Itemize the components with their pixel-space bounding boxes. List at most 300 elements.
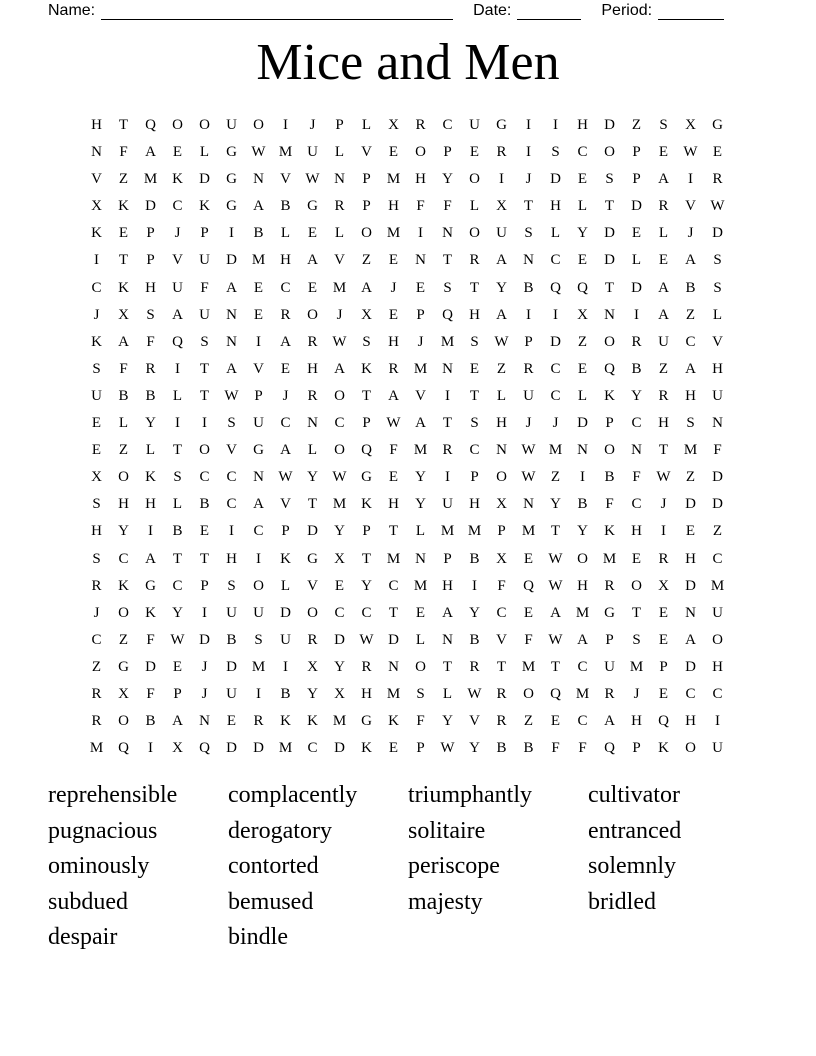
grid-letter[interactable]: T bbox=[199, 360, 210, 377]
grid-letter[interactable]: L bbox=[172, 387, 183, 404]
grid-letter[interactable]: D bbox=[712, 469, 723, 486]
grid-letter[interactable]: F bbox=[632, 469, 641, 486]
grid-letter[interactable]: I bbox=[553, 306, 558, 323]
grid-letter[interactable]: U bbox=[496, 225, 507, 242]
grid-letter[interactable]: D bbox=[604, 117, 615, 133]
grid-letter[interactable]: Q bbox=[361, 442, 372, 459]
grid-letter[interactable]: H bbox=[307, 360, 318, 377]
grid-letter[interactable]: R bbox=[658, 387, 669, 404]
grid-letter[interactable]: P bbox=[632, 171, 641, 188]
grid-letter[interactable]: C bbox=[280, 415, 291, 432]
grid-letter[interactable]: L bbox=[172, 496, 183, 513]
grid-letter[interactable]: R bbox=[523, 360, 534, 377]
grid-letter[interactable]: B bbox=[226, 631, 237, 648]
grid-letter[interactable]: K bbox=[91, 225, 102, 242]
grid-letter[interactable]: R bbox=[145, 360, 156, 377]
grid-letter[interactable]: A bbox=[496, 252, 507, 269]
grid-letter[interactable]: D bbox=[712, 225, 723, 242]
grid-letter[interactable]: E bbox=[253, 306, 264, 323]
grid-letter[interactable]: U bbox=[658, 333, 669, 350]
grid-letter[interactable]: S bbox=[605, 171, 614, 188]
grid-letter[interactable]: D bbox=[145, 658, 156, 675]
grid-letter[interactable]: I bbox=[580, 469, 585, 486]
grid-letter[interactable]: Y bbox=[172, 604, 183, 621]
grid-letter[interactable]: O bbox=[415, 144, 426, 161]
grid-letter[interactable]: O bbox=[685, 740, 696, 757]
grid-letter[interactable]: N bbox=[226, 333, 237, 350]
grid-letter[interactable]: L bbox=[307, 442, 318, 459]
grid-letter[interactable]: L bbox=[145, 442, 156, 459]
grid-letter[interactable]: I bbox=[94, 252, 99, 269]
grid-letter[interactable]: D bbox=[307, 523, 318, 540]
grid-letter[interactable]: W bbox=[521, 469, 536, 486]
grid-letter[interactable]: C bbox=[388, 577, 399, 594]
grid-letter[interactable]: Q bbox=[604, 740, 615, 757]
grid-letter[interactable]: A bbox=[226, 279, 237, 296]
grid-letter[interactable]: Q bbox=[523, 577, 534, 594]
grid-letter[interactable]: V bbox=[280, 171, 291, 188]
grid-letter[interactable]: W bbox=[494, 333, 509, 350]
grid-letter[interactable]: D bbox=[280, 604, 291, 621]
grid-letter[interactable]: Z bbox=[91, 658, 102, 675]
grid-letter[interactable]: E bbox=[388, 469, 399, 486]
grid-letter[interactable]: L bbox=[280, 577, 291, 594]
grid-letter[interactable]: F bbox=[416, 198, 425, 215]
grid-letter[interactable]: S bbox=[254, 631, 263, 648]
grid-letter[interactable]: E bbox=[658, 685, 669, 702]
grid-letter[interactable]: L bbox=[496, 387, 507, 404]
grid-letter[interactable]: P bbox=[335, 117, 344, 133]
grid-letter[interactable]: O bbox=[496, 469, 507, 486]
grid-letter[interactable]: M bbox=[251, 252, 266, 269]
grid-letter[interactable]: W bbox=[656, 469, 671, 486]
grid-letter[interactable]: E bbox=[685, 523, 696, 540]
grid-letter[interactable]: B bbox=[199, 496, 210, 513]
grid-letter[interactable]: Q bbox=[172, 333, 183, 350]
grid-letter[interactable]: J bbox=[93, 604, 100, 621]
grid-letter[interactable]: R bbox=[307, 387, 318, 404]
date-field[interactable] bbox=[517, 3, 581, 20]
grid-letter[interactable]: C bbox=[577, 658, 588, 675]
grid-letter[interactable]: U bbox=[226, 685, 237, 702]
grid-letter[interactable]: O bbox=[118, 713, 129, 730]
grid-letter[interactable]: L bbox=[334, 225, 345, 242]
grid-letter[interactable]: E bbox=[388, 740, 399, 757]
grid-letter[interactable]: C bbox=[469, 442, 480, 459]
grid-letter[interactable]: G bbox=[496, 117, 507, 133]
grid-letter[interactable]: E bbox=[550, 713, 561, 730]
grid-letter[interactable]: M bbox=[575, 604, 590, 621]
grid-letter[interactable]: M bbox=[332, 713, 347, 730]
grid-letter[interactable]: E bbox=[118, 225, 129, 242]
grid-letter[interactable]: F bbox=[119, 360, 128, 377]
grid-letter[interactable]: D bbox=[226, 252, 237, 269]
grid-letter[interactable]: N bbox=[604, 306, 615, 323]
grid-letter[interactable]: N bbox=[307, 415, 318, 432]
grid-letter[interactable]: I bbox=[148, 523, 153, 540]
grid-letter[interactable]: A bbox=[496, 306, 507, 323]
grid-letter[interactable]: O bbox=[118, 604, 129, 621]
grid-letter[interactable]: N bbox=[388, 658, 399, 675]
grid-letter[interactable]: X bbox=[496, 198, 507, 215]
grid-letter[interactable]: Q bbox=[442, 306, 453, 323]
grid-letter[interactable]: S bbox=[551, 144, 560, 161]
grid-letter[interactable]: B bbox=[253, 225, 264, 242]
grid-letter[interactable]: V bbox=[307, 577, 318, 594]
grid-letter[interactable]: C bbox=[253, 523, 264, 540]
grid-letter[interactable]: C bbox=[361, 604, 372, 621]
grid-letter[interactable]: E bbox=[280, 360, 291, 377]
grid-letter[interactable]: H bbox=[145, 496, 156, 513]
grid-letter[interactable]: D bbox=[631, 279, 642, 296]
grid-letter[interactable]: H bbox=[577, 577, 588, 594]
grid-letter[interactable]: Y bbox=[442, 171, 453, 188]
grid-letter[interactable]: C bbox=[550, 360, 561, 377]
grid-letter[interactable]: A bbox=[307, 252, 318, 269]
grid-letter[interactable]: W bbox=[548, 550, 563, 567]
grid-letter[interactable]: G bbox=[361, 713, 372, 730]
grid-letter[interactable]: N bbox=[91, 144, 102, 161]
grid-letter[interactable]: Y bbox=[307, 685, 318, 702]
grid-letter[interactable]: F bbox=[551, 740, 560, 757]
grid-letter[interactable]: A bbox=[415, 415, 426, 432]
grid-letter[interactable]: G bbox=[145, 577, 156, 594]
grid-letter[interactable]: M bbox=[548, 442, 563, 459]
grid-letter[interactable]: L bbox=[577, 387, 588, 404]
grid-letter[interactable]: Z bbox=[631, 117, 642, 133]
grid-letter[interactable]: W bbox=[305, 171, 320, 188]
grid-letter[interactable]: O bbox=[577, 550, 588, 567]
grid-letter[interactable]: R bbox=[496, 685, 507, 702]
grid-letter[interactable]: U bbox=[172, 279, 183, 296]
grid-letter[interactable]: T bbox=[307, 496, 318, 513]
grid-letter[interactable]: C bbox=[172, 198, 183, 215]
grid-letter[interactable]: R bbox=[307, 333, 318, 350]
grid-letter[interactable]: L bbox=[577, 198, 588, 215]
grid-letter[interactable]: X bbox=[496, 550, 507, 567]
grid-letter[interactable]: A bbox=[388, 387, 399, 404]
grid-letter[interactable]: K bbox=[658, 740, 669, 757]
grid-letter[interactable]: L bbox=[631, 252, 642, 269]
grid-letter[interactable]: H bbox=[145, 279, 156, 296]
grid-letter[interactable]: C bbox=[712, 550, 723, 567]
grid-letter[interactable]: E bbox=[307, 225, 318, 242]
grid-letter[interactable]: R bbox=[496, 713, 507, 730]
grid-letter[interactable]: Z bbox=[658, 360, 669, 377]
grid-letter[interactable]: D bbox=[388, 631, 399, 648]
grid-letter[interactable]: D bbox=[631, 198, 642, 215]
grid-letter[interactable]: S bbox=[362, 333, 371, 350]
grid-letter[interactable]: U bbox=[91, 387, 102, 404]
grid-letter[interactable]: E bbox=[253, 279, 264, 296]
grid-letter[interactable]: R bbox=[361, 658, 372, 675]
grid-letter[interactable]: E bbox=[577, 252, 588, 269]
grid-letter[interactable]: Z bbox=[118, 171, 129, 188]
grid-letter[interactable]: J bbox=[93, 306, 100, 323]
grid-letter[interactable]: H bbox=[685, 713, 696, 730]
grid-letter[interactable]: G bbox=[226, 144, 237, 161]
grid-letter[interactable]: U bbox=[199, 252, 210, 269]
grid-letter[interactable]: T bbox=[550, 658, 561, 675]
grid-letter[interactable]: Y bbox=[577, 523, 588, 540]
grid-letter[interactable]: K bbox=[361, 496, 372, 513]
grid-letter[interactable]: G bbox=[118, 658, 129, 675]
grid-letter[interactable]: V bbox=[226, 442, 237, 459]
grid-letter[interactable]: P bbox=[497, 523, 506, 540]
grid-letter[interactable]: N bbox=[442, 360, 453, 377]
grid-letter[interactable]: S bbox=[146, 306, 155, 323]
grid-letter[interactable]: A bbox=[226, 360, 237, 377]
grid-letter[interactable]: O bbox=[253, 577, 264, 594]
grid-letter[interactable]: G bbox=[253, 442, 264, 459]
grid-letter[interactable]: A bbox=[280, 442, 291, 459]
grid-letter[interactable]: A bbox=[550, 604, 561, 621]
grid-letter[interactable]: X bbox=[496, 496, 507, 513]
grid-letter[interactable]: P bbox=[659, 658, 668, 675]
grid-letter[interactable]: L bbox=[415, 631, 426, 648]
grid-letter[interactable]: J bbox=[336, 306, 343, 323]
grid-letter[interactable]: T bbox=[496, 658, 507, 675]
grid-letter[interactable]: I bbox=[526, 144, 531, 161]
grid-letter[interactable]: Y bbox=[577, 225, 588, 242]
grid-letter[interactable]: M bbox=[278, 740, 293, 757]
grid-letter[interactable]: F bbox=[389, 442, 398, 459]
grid-letter[interactable]: Y bbox=[361, 577, 372, 594]
grid-letter[interactable]: I bbox=[283, 117, 288, 133]
grid-letter[interactable]: Y bbox=[415, 469, 426, 486]
grid-letter[interactable]: M bbox=[629, 658, 644, 675]
grid-letter[interactable]: R bbox=[388, 360, 399, 377]
grid-letter[interactable]: N bbox=[577, 442, 588, 459]
grid-letter[interactable]: F bbox=[605, 496, 614, 513]
grid-letter[interactable]: U bbox=[712, 604, 723, 621]
grid-letter[interactable]: A bbox=[685, 631, 696, 648]
grid-letter[interactable]: X bbox=[307, 658, 318, 675]
grid-letter[interactable]: N bbox=[496, 442, 507, 459]
grid-letter[interactable]: S bbox=[92, 360, 101, 377]
grid-letter[interactable]: Z bbox=[550, 469, 561, 486]
grid-letter[interactable]: L bbox=[442, 685, 453, 702]
grid-letter[interactable]: J bbox=[174, 225, 181, 242]
grid-letter[interactable]: Q bbox=[550, 279, 561, 296]
grid-letter[interactable]: Y bbox=[469, 604, 480, 621]
grid-letter[interactable]: F bbox=[443, 198, 452, 215]
grid-letter[interactable]: P bbox=[173, 685, 182, 702]
grid-letter[interactable]: L bbox=[280, 225, 291, 242]
grid-letter[interactable]: X bbox=[334, 685, 345, 702]
grid-letter[interactable]: R bbox=[604, 685, 615, 702]
grid-letter[interactable]: V bbox=[172, 252, 183, 269]
grid-letter[interactable]: C bbox=[685, 333, 696, 350]
grid-letter[interactable]: T bbox=[604, 279, 615, 296]
grid-letter[interactable]: C bbox=[280, 279, 291, 296]
grid-letter[interactable]: H bbox=[415, 171, 426, 188]
grid-letter[interactable]: E bbox=[415, 604, 426, 621]
grid-letter[interactable]: P bbox=[632, 740, 641, 757]
grid-letter[interactable]: W bbox=[359, 631, 374, 648]
grid-letter[interactable]: T bbox=[388, 523, 399, 540]
grid-letter[interactable]: S bbox=[470, 415, 479, 432]
grid-letter[interactable]: T bbox=[172, 442, 183, 459]
grid-letter[interactable]: C bbox=[442, 117, 453, 133]
grid-letter[interactable]: Z bbox=[685, 469, 696, 486]
grid-letter[interactable]: F bbox=[200, 279, 209, 296]
grid-letter[interactable]: O bbox=[523, 685, 534, 702]
grid-letter[interactable]: O bbox=[415, 658, 426, 675]
grid-letter[interactable]: T bbox=[199, 387, 210, 404]
grid-letter[interactable]: K bbox=[361, 740, 372, 757]
grid-letter[interactable]: H bbox=[361, 685, 372, 702]
grid-letter[interactable]: C bbox=[226, 469, 237, 486]
grid-letter[interactable]: E bbox=[91, 415, 102, 432]
grid-letter[interactable]: R bbox=[442, 442, 453, 459]
grid-letter[interactable]: F bbox=[524, 631, 533, 648]
grid-letter[interactable]: I bbox=[283, 658, 288, 675]
grid-letter[interactable]: P bbox=[200, 225, 209, 242]
grid-letter[interactable]: U bbox=[442, 496, 453, 513]
grid-letter[interactable]: E bbox=[172, 144, 183, 161]
grid-letter[interactable]: P bbox=[362, 198, 371, 215]
grid-letter[interactable]: M bbox=[332, 279, 347, 296]
grid-letter[interactable]: O bbox=[604, 144, 615, 161]
grid-letter[interactable]: X bbox=[91, 198, 102, 215]
grid-letter[interactable]: R bbox=[712, 171, 723, 188]
grid-letter[interactable]: I bbox=[175, 415, 180, 432]
grid-letter[interactable]: Q bbox=[145, 117, 156, 133]
grid-letter[interactable]: A bbox=[172, 306, 183, 323]
grid-letter[interactable]: N bbox=[712, 415, 723, 432]
grid-letter[interactable]: O bbox=[631, 577, 642, 594]
grid-letter[interactable]: X bbox=[685, 117, 696, 133]
grid-letter[interactable]: O bbox=[199, 442, 210, 459]
grid-letter[interactable]: R bbox=[415, 117, 426, 133]
grid-letter[interactable]: H bbox=[469, 306, 480, 323]
grid-letter[interactable]: D bbox=[577, 415, 588, 432]
grid-letter[interactable]: S bbox=[200, 333, 209, 350]
grid-letter[interactable]: T bbox=[118, 117, 129, 133]
grid-letter[interactable]: P bbox=[362, 523, 371, 540]
grid-letter[interactable]: R bbox=[658, 198, 669, 215]
grid-letter[interactable]: K bbox=[199, 198, 210, 215]
grid-letter[interactable]: T bbox=[361, 387, 372, 404]
grid-letter[interactable]: M bbox=[386, 550, 401, 567]
grid-letter[interactable]: B bbox=[172, 523, 183, 540]
grid-letter[interactable]: G bbox=[307, 198, 318, 215]
grid-letter[interactable]: N bbox=[415, 252, 426, 269]
grid-letter[interactable]: B bbox=[604, 469, 615, 486]
grid-letter[interactable]: A bbox=[685, 252, 696, 269]
grid-letter[interactable]: H bbox=[712, 360, 723, 377]
grid-letter[interactable]: C bbox=[334, 604, 345, 621]
grid-letter[interactable]: Y bbox=[550, 496, 561, 513]
grid-letter[interactable]: R bbox=[280, 306, 291, 323]
grid-letter[interactable]: E bbox=[388, 144, 399, 161]
grid-letter[interactable]: A bbox=[145, 144, 156, 161]
grid-letter[interactable]: V bbox=[469, 713, 480, 730]
grid-letter[interactable]: E bbox=[91, 442, 102, 459]
grid-letter[interactable]: S bbox=[416, 685, 425, 702]
grid-letter[interactable]: L bbox=[712, 306, 723, 323]
grid-letter[interactable]: J bbox=[525, 171, 532, 188]
grid-letter[interactable]: G bbox=[361, 469, 372, 486]
grid-letter[interactable]: N bbox=[442, 631, 453, 648]
grid-letter[interactable]: E bbox=[523, 604, 534, 621]
grid-letter[interactable]: A bbox=[604, 713, 615, 730]
grid-letter[interactable]: D bbox=[685, 577, 696, 594]
grid-letter[interactable]: E bbox=[334, 577, 345, 594]
grid-letter[interactable]: T bbox=[442, 658, 453, 675]
grid-letter[interactable]: O bbox=[307, 604, 318, 621]
grid-letter[interactable]: E bbox=[172, 658, 183, 675]
grid-letter[interactable]: S bbox=[524, 225, 533, 242]
grid-letter[interactable]: H bbox=[91, 117, 102, 133]
grid-letter[interactable]: H bbox=[685, 550, 696, 567]
grid-letter[interactable]: J bbox=[552, 415, 559, 432]
grid-letter[interactable]: B bbox=[523, 740, 534, 757]
grid-letter[interactable]: E bbox=[631, 550, 642, 567]
grid-letter[interactable]: N bbox=[334, 171, 345, 188]
grid-letter[interactable]: H bbox=[388, 198, 399, 215]
grid-letter[interactable]: Y bbox=[496, 279, 507, 296]
grid-letter[interactable]: V bbox=[496, 631, 507, 648]
grid-letter[interactable]: C bbox=[712, 685, 723, 702]
grid-letter[interactable]: M bbox=[251, 658, 266, 675]
grid-letter[interactable]: E bbox=[577, 171, 588, 188]
grid-letter[interactable]: W bbox=[170, 631, 185, 648]
grid-letter[interactable]: M bbox=[278, 144, 293, 161]
grid-letter[interactable]: W bbox=[332, 469, 347, 486]
grid-letter[interactable]: V bbox=[415, 387, 426, 404]
grid-letter[interactable]: S bbox=[173, 469, 182, 486]
name-field[interactable] bbox=[101, 3, 453, 20]
grid-letter[interactable]: O bbox=[712, 631, 723, 648]
grid-letter[interactable]: X bbox=[577, 306, 588, 323]
grid-letter[interactable]: C bbox=[577, 713, 588, 730]
grid-letter[interactable]: A bbox=[253, 198, 264, 215]
grid-letter[interactable]: T bbox=[469, 387, 480, 404]
grid-letter[interactable]: J bbox=[201, 658, 208, 675]
grid-letter[interactable]: U bbox=[226, 604, 237, 621]
grid-letter[interactable]: R bbox=[658, 550, 669, 567]
grid-letter[interactable]: D bbox=[685, 496, 696, 513]
grid-letter[interactable]: O bbox=[253, 117, 264, 133]
grid-letter[interactable]: M bbox=[413, 577, 428, 594]
grid-letter[interactable]: M bbox=[440, 333, 455, 350]
grid-letter[interactable]: C bbox=[685, 685, 696, 702]
grid-letter[interactable]: L bbox=[361, 117, 372, 133]
grid-letter[interactable]: M bbox=[440, 523, 455, 540]
grid-letter[interactable]: N bbox=[685, 604, 696, 621]
grid-letter[interactable]: A bbox=[658, 279, 669, 296]
period-field[interactable] bbox=[658, 3, 724, 20]
grid-letter[interactable]: Z bbox=[118, 631, 129, 648]
grid-letter[interactable]: Q bbox=[604, 360, 615, 377]
grid-letter[interactable]: U bbox=[307, 144, 318, 161]
grid-letter[interactable]: I bbox=[202, 415, 207, 432]
grid-letter[interactable]: D bbox=[334, 740, 345, 757]
grid-letter[interactable]: N bbox=[523, 496, 534, 513]
grid-letter[interactable]: I bbox=[634, 306, 639, 323]
grid-letter[interactable]: A bbox=[658, 306, 669, 323]
grid-letter[interactable]: I bbox=[148, 740, 153, 757]
grid-letter[interactable]: X bbox=[118, 685, 129, 702]
grid-letter[interactable]: M bbox=[683, 442, 698, 459]
grid-letter[interactable]: Q bbox=[199, 740, 210, 757]
grid-letter[interactable]: A bbox=[685, 360, 696, 377]
grid-letter[interactable]: L bbox=[658, 225, 669, 242]
grid-letter[interactable]: O bbox=[604, 333, 615, 350]
grid-letter[interactable]: L bbox=[118, 415, 129, 432]
